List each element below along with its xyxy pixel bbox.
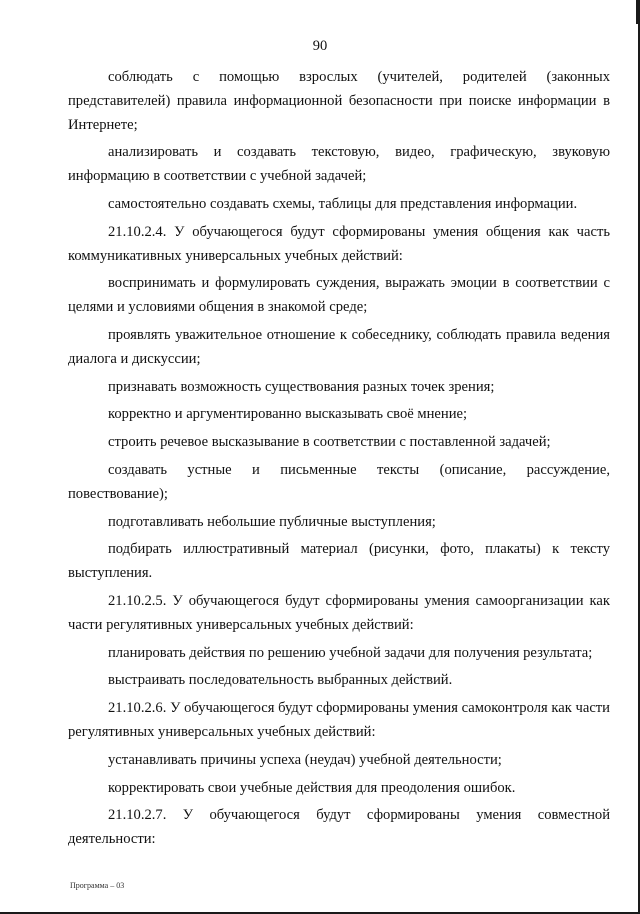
paragraph: подготавливать небольшие публичные выступления;: [108, 513, 436, 530]
page-number: 90: [312, 38, 328, 54]
section-paragraph: 21.10.2.5. У обучающегося будут сформированы умения самоорганизации как части регулятивных универсальных учебных действий:: [68, 592, 610, 633]
paragraph: проявлять уважительное отношение к собеседнику, соблюдать правила ведения диалога и дискуссии;: [68, 326, 610, 367]
paragraph: создавать устные и письменные тексты (описание, рассуждение, повествование);: [68, 461, 610, 502]
paragraph: выстраивать последовательность выбранных действий.: [108, 672, 453, 689]
scan-edge-mark: [636, 0, 638, 24]
paragraph: самостоятельно создавать схемы, таблицы для представления информации.: [108, 195, 578, 212]
page-body: [68, 66, 610, 856]
paragraph: устанавливать причины успеха (неудач) учебной деятельности;: [108, 751, 502, 768]
section-paragraph: 21.10.2.7. У обучающегося будут сформированы умения совместной деятельности:: [68, 807, 610, 848]
paragraph: корректно и аргументированно высказывать своё мнение;: [108, 406, 468, 423]
paragraph: корректировать свои учебные действия для преодоления ошибок.: [108, 779, 516, 796]
section-paragraph: 21.10.2.6. У обучающегося будут сформированы умения самоконтроля как части регулятивных универсальных учебных действий:: [68, 700, 610, 740]
paragraph: планировать действия по решению учебной задачи для получения результата;: [108, 644, 593, 661]
paragraph: анализировать и создавать текстовую, видео, графическую, звуковую информацию в соответствии с учебной задачей;: [68, 144, 610, 185]
paragraph: строить речевое высказывание в соответствии с поставленной задачей;: [108, 434, 551, 451]
paragraph: соблюдать с помощью взрослых (учителей, родителей (законных представителей) правила информационной безопасности при поиске информации в Интернете;: [68, 69, 610, 133]
paragraph: признавать возможность существования разных точек зрения;: [108, 378, 495, 395]
page-footer: Программа – 03: [70, 881, 125, 890]
paragraph: воспринимать и формулировать суждения, выражать эмоции в соответствии с целями и условиями общения в знакомой среде;: [68, 275, 610, 316]
paragraph: подбирать иллюстративный материал (рисунки, фото, плакаты) к тексту выступления.: [68, 541, 610, 582]
section-paragraph: 21.10.2.4. У обучающегося будут сформированы умения общения как часть коммуникативных универсальных учебных действий:: [68, 223, 610, 264]
